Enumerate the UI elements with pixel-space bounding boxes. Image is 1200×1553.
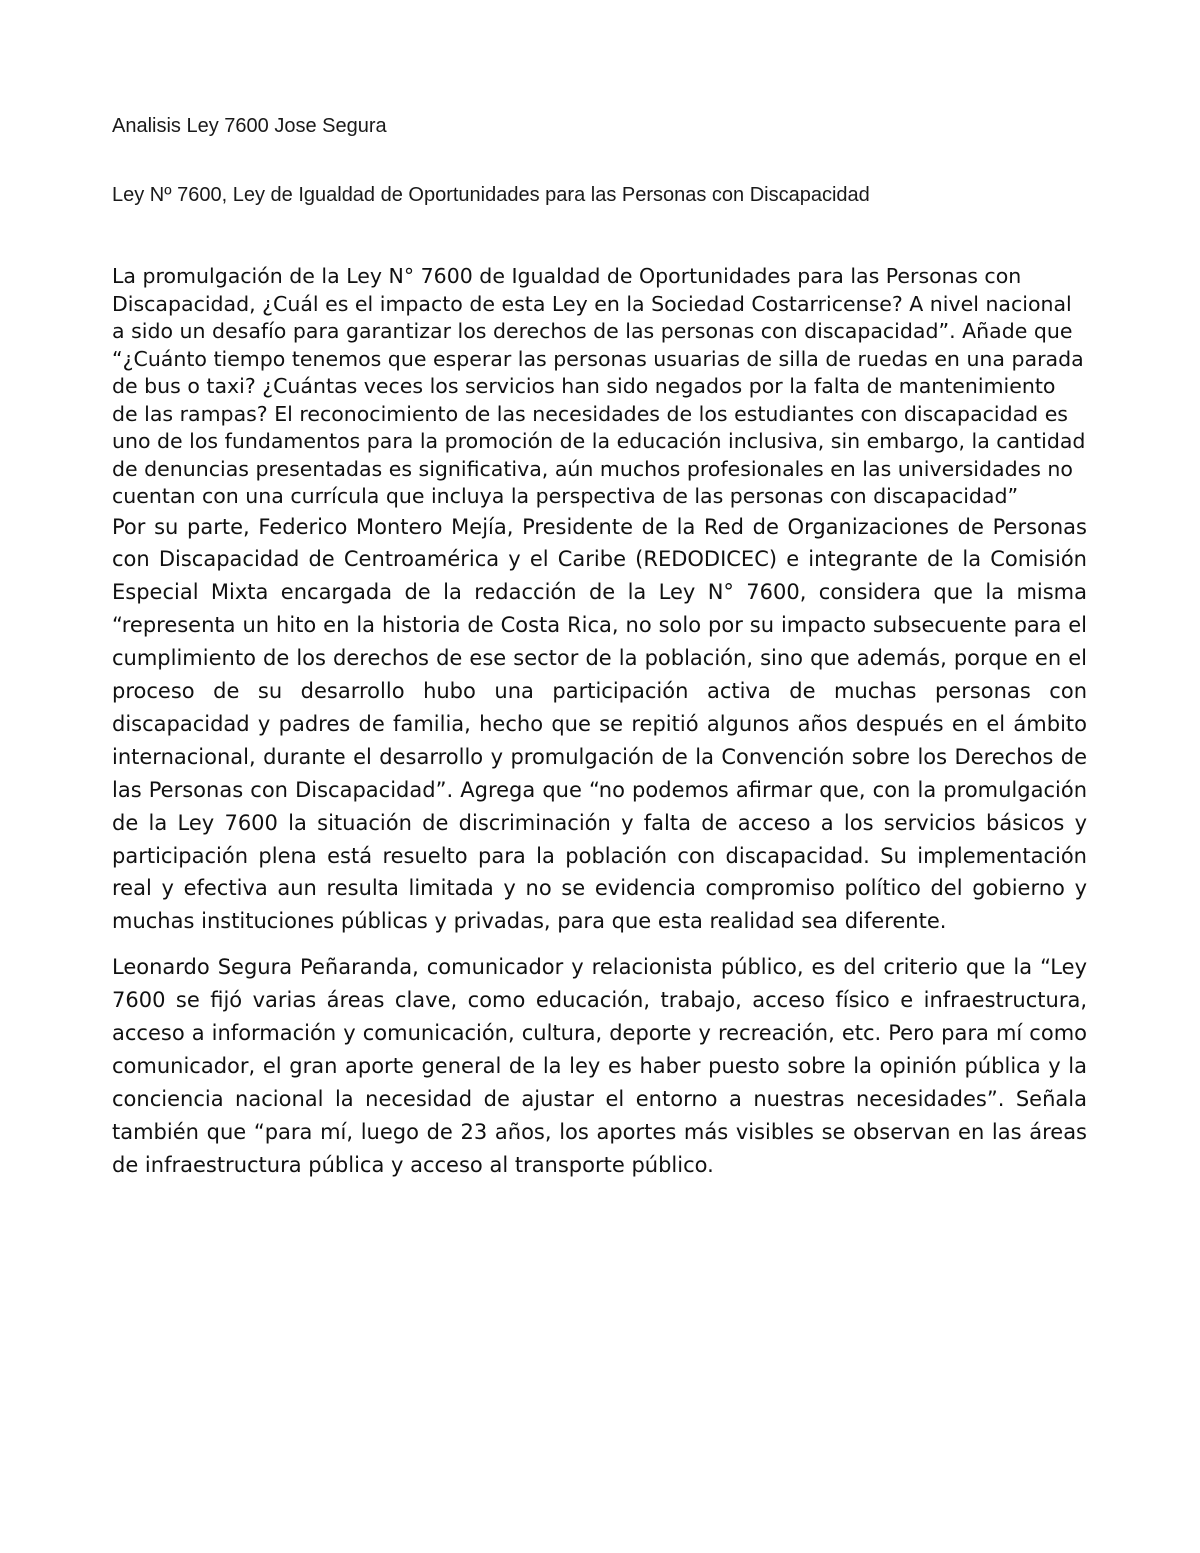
law-title: Ley Nº 7600, Ley de Igualdad de Oportunidades para las Personas con Discapacidad: [112, 184, 870, 206]
document-title: Analisis Ley 7600 Jose Segura: [112, 115, 387, 137]
paragraph-segura: Leonardo Segura Peñaranda, comunicador y relacionista público, es del criterio que la “Ley 7600 se fijó varias áreas clave, como educación, trabajo, acceso físico e infraestructura, acceso a información y comunicación, cultura, deporte y recreación, etc. Pero para mí como comunicador, el gran aporte general de la ley es haber puesto sobre la opinión pública y la conciencia nacional la necesidad de ajustar el entorno a nuestras necesidades”. Señala también que “para mí, luego de 23 años, los aportes más visibles se observan en las áreas de infraestructura pública y acceso al transporte público.: [112, 955, 1087, 1177]
paragraph-montero: Por su parte, Federico Montero Mejía, Presidente de la Red de Organizaciones de Personas con Discapacidad de Centroamérica y el Caribe (REDODICEC) e integrante de la Comisión Especial Mixta encargada de la redacción de la Ley N° 7600, considera que la misma “representa un hito en la historia de Costa Rica, no solo por su impacto subsecuente para el cumplimiento de los derechos de ese sector de la población, sino que además, porque en el proceso de su desarrollo hubo una participación activa de muchas personas con discapacidad y padres de familia, hecho que se repitió algunos años después en el ámbito internacional, durante el desarrollo y promulgación de la Convención sobre los Derechos de las Personas con Discapacidad”. Agrega que “no podemos afirmar que, con la promulgación de la Ley 7600 la situación de discriminación y falta de acceso a los servicios básicos y participación plena está resuelto para la población con discapacidad. Su implementación real y efectiva aun resulta limitada y no se evidencia compromiso político del gobierno y muchas instituciones públicas y privadas, para que esta realidad sea diferente.: [112, 514, 1087, 934]
document-body: [112, 263, 1087, 1182]
paragraph-intro: La promulgación de la Ley N° 7600 de Igualdad de Oportunidades para las Personas con Discapacidad, ¿Cuál es el impacto de esta Ley en la Sociedad Costarricense? A nivel nacional a sido un desafío para garantizar los derechos de las personas con discapacidad”. Añade que “¿Cuánto tiempo tenemos que esperar las personas usuarias de silla de ruedas en una parada de bus o taxi? ¿Cuántas veces los servicios han sido negados por la falta de mantenimiento de las rampas? El reconocimiento de las necesidades de los estudiantes con discapacidad es uno de los fundamentos para la promoción de la educación inclusiva, sin embargo, la cantidad de denuncias presentadas es significativa, aún muchos profesionales en las universidades no cuentan con una currícula que incluya la perspectiva de las personas con discapacidad”: [112, 264, 1086, 508]
